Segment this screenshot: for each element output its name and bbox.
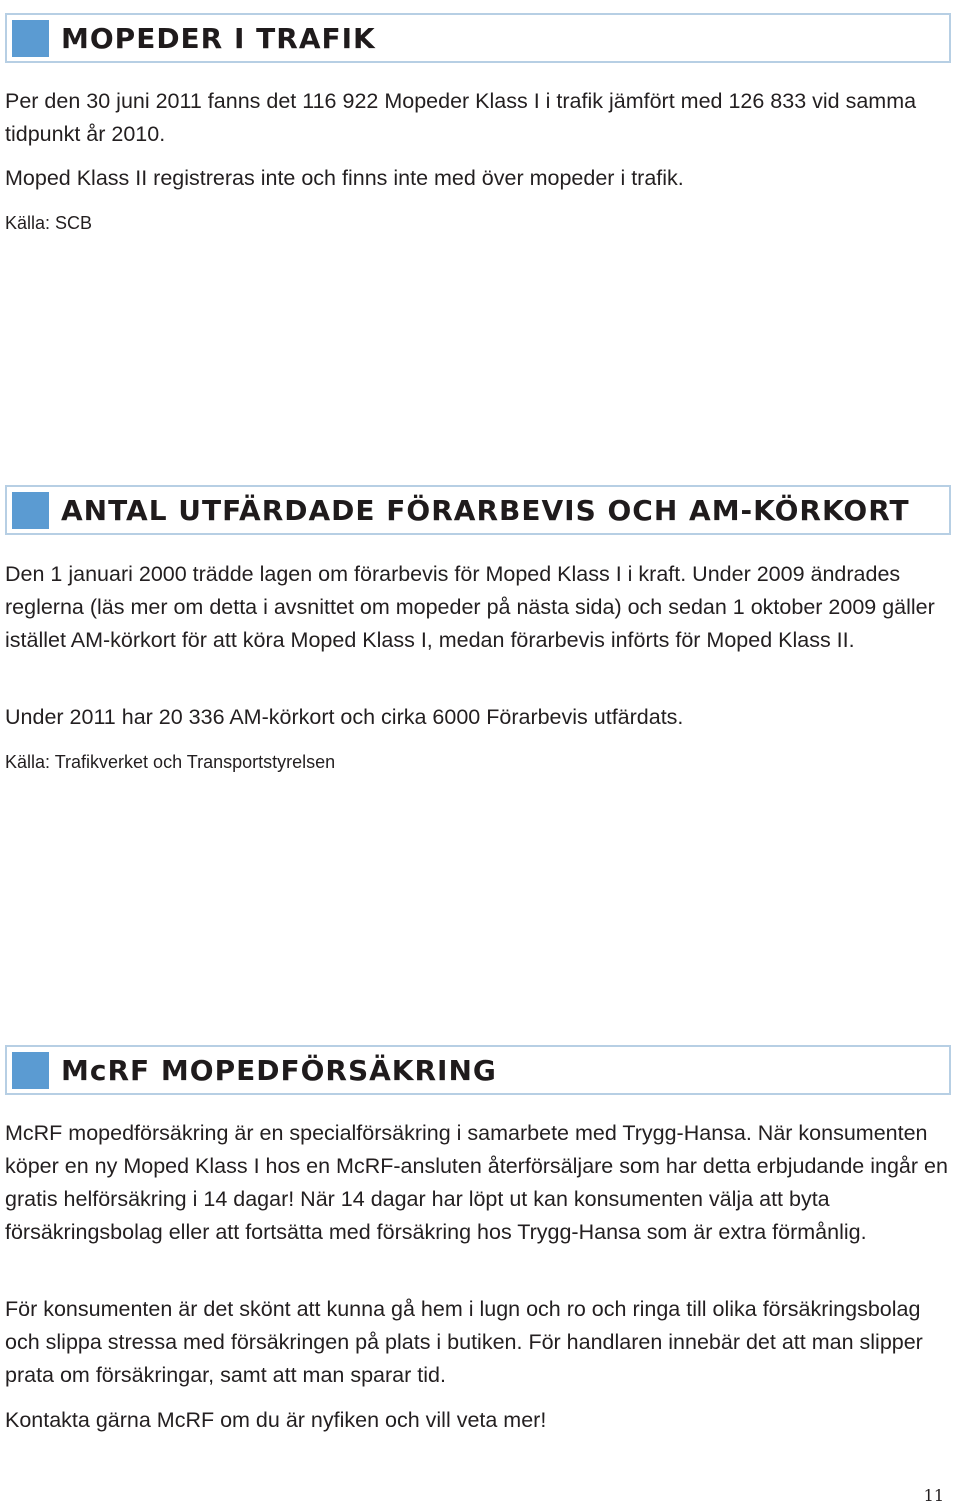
blue-square-icon: [12, 20, 49, 57]
licenses-paragraph-2: Under 2011 har 20 336 AM-körkort och cirka 6000 Förarbevis utfärdats.: [5, 705, 684, 729]
insurance-paragraph-3: Kontakta gärna McRF om du är nyfiken och vill veta mer!: [5, 1408, 547, 1432]
insurance-paragraph-2: För konsumenten är det skönt att kunna gå hem i lugn och ro och ringa till olika försäkringsbolag och slippa stressa med försäkringen på plats i butiken. För handlaren innebär det att man slipper prata om försäkringar, samt att man sparar tid.: [5, 1297, 923, 1387]
mopeds-paragraph-2: Moped Klass II registreras inte och finns inte med över mopeder i trafik.: [5, 166, 684, 190]
section-header-licenses: [5, 485, 951, 535]
blue-square-icon: [12, 1052, 49, 1089]
licenses-paragraph-1: Den 1 januari 2000 trädde lagen om förarbevis för Moped Klass I i kraft. Under 2009 ändrades reglerna (läs mer om detta i avsnittet om mopeder på nästa sida) och sedan 1 oktober 2009 gäller istället AM-körkort för att köra Moped Klass I, medan förarbevis införts för Moped Klass II.: [5, 562, 935, 652]
section-title-insurance: McRF MOPEDFÖRSÄKRING: [61, 1054, 497, 1087]
insurance-paragraph-1: McRF mopedförsäkring är en specialförsäkring i samarbete med Trygg-Hansa. När konsumenten köper en ny Moped Klass I hos en McRF-ansluten återförsäljare som har detta erbjudande ingår en gratis helförsäkring i 14 dagar! När 14 dagar har löpt ut kan konsumenten välja att byta försäkringsbolag eller att fortsätta med försäkring hos Trygg-Hansa som är extra förmånlig.: [5, 1121, 948, 1244]
section-title-mopeds: MOPEDER I TRAFIK: [61, 22, 376, 55]
mopeds-source: Källa: SCB: [5, 213, 93, 233]
licenses-source: Källa: Trafikverket och Transportstyrelsen: [5, 752, 336, 772]
mopeds-paragraph-1: Per den 30 juni 2011 fanns det 116 922 Mopeder Klass I i trafik jämfört med 126 833 vid samma tidpunkt år 2010.: [5, 89, 917, 146]
section-header-mopeds: [5, 13, 951, 63]
page-number: 11: [923, 1486, 944, 1505]
section-header-insurance: [5, 1045, 951, 1095]
blue-square-icon: [12, 492, 49, 529]
section-title-licenses: ANTAL UTFÄRDADE FÖRARBEVIS OCH AM-KÖRKORT: [61, 494, 910, 527]
